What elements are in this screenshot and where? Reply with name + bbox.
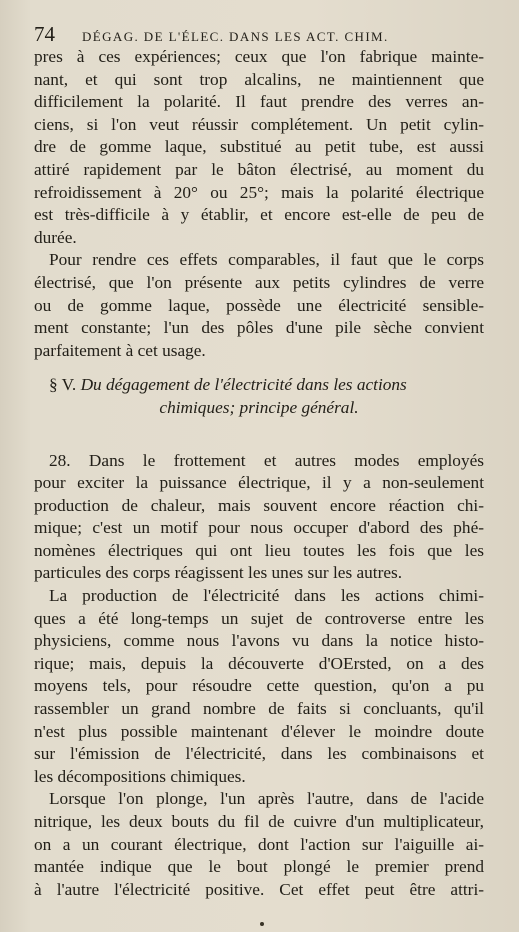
text-line: rique; mais, depuis la découverte d'OErsted, on a des [34, 653, 484, 673]
section-title-line-1: Du dégagement de l'électricité dans les actions [80, 375, 407, 395]
text-line: ciens, si l'on veut réussir complétement. Un petit cylin- [34, 114, 484, 134]
text-line: dre de gomme laque, substitué au petit tube, est aussi [34, 137, 484, 157]
text-line: moyens tels, pour résoudre cette question, qu'on a pu [34, 676, 484, 696]
text-line: nomènes électriques qui ont lieu toutes les fois que les [34, 540, 484, 560]
text-line: La production de l'électricité dans les actions chimi- [49, 586, 484, 606]
text-line: particules des corps réagissent les unes sur les autres. [34, 563, 403, 583]
text-line: 28. Dans le frottement et autres modes employés [49, 450, 484, 470]
text-line: durée. [34, 227, 77, 247]
section-number: § V. [49, 375, 77, 395]
text-line: on a un courant électrique, dont l'action sur l'aiguille ai- [34, 834, 484, 854]
text-line: est très-difficile à y établir, et encore est-elle de peu de [34, 205, 484, 225]
running-title: DÉGAG. DE L'ÉLEC. DANS LES ACT. CHIM. [82, 29, 389, 44]
section-heading [34, 374, 484, 419]
text-line: rassembler un grand nombre de faits si concluants, qu'il [34, 699, 484, 719]
paragraph-4 [34, 585, 484, 788]
print-mark [260, 922, 264, 926]
paragraph-1 [34, 46, 484, 249]
text-line: nitrique, les deux bouts du fil de cuivre d'un multiplicateur, [34, 812, 484, 831]
text-line: mique; c'est un motif pour nous occuper d'abord des phé- [34, 518, 484, 538]
text-line: production de chaleur, mais souvent encore réaction chi- [34, 495, 484, 515]
text-line: n'est plus possible maintenant d'élever le moindre doute [34, 721, 484, 741]
text-line: ment constante; l'un des pôles d'une pile sèche convient [34, 318, 484, 338]
text-line: pres à ces expériences; ceux que l'on fabrique mainte- [34, 47, 484, 66]
paragraph-5 [34, 788, 484, 901]
section-title-line-2: chimiques; principe général. [159, 397, 359, 417]
body-text [34, 46, 484, 901]
text-line: ques a été long-temps un sujet de controverse entre les [34, 608, 484, 628]
text-line: ou de gomme laque, possède une électricité sensible- [34, 295, 484, 315]
paragraph-2 [34, 249, 484, 362]
page-number: 74 [34, 22, 55, 46]
text-line: pour exciter la puissance électrique, il y a non-seulement [34, 473, 484, 493]
text-line: électrisé, que l'on présente aux petits cylindres de verre [34, 272, 484, 292]
text-line: à l'autre l'électricité positive. Cet effet peut être attri- [34, 879, 484, 899]
page-header [34, 22, 484, 48]
text-line: les décompositions chimiques. [34, 766, 246, 786]
text-line: sur l'émission de l'électricité, dans les combinaisons et [34, 744, 484, 764]
text-line: difficilement la polarité. Il faut prendre des verres an- [34, 92, 484, 112]
text-line: Lorsque l'on plonge, l'un après l'autre, dans de l'acide [49, 789, 484, 809]
text-line: mantée indique que le bout plongé le premier prend [34, 857, 484, 877]
text-line: refroidissement à 20° ou 25°; mais la polarité électrique [34, 182, 484, 202]
text-line: nant, et qui sont trop alcalins, ne maintiennent que [34, 69, 484, 89]
paragraph-3 [34, 450, 484, 586]
text-line: attiré rapidement par le bâton électrisé, au moment du [34, 159, 484, 179]
text-line: physiciens, comme nous l'avons vu dans la notice histo- [34, 631, 484, 651]
text-line: Pour rendre ces effets comparables, il faut que le corps [49, 250, 484, 270]
text-line: parfaitement à cet usage. [34, 340, 206, 360]
